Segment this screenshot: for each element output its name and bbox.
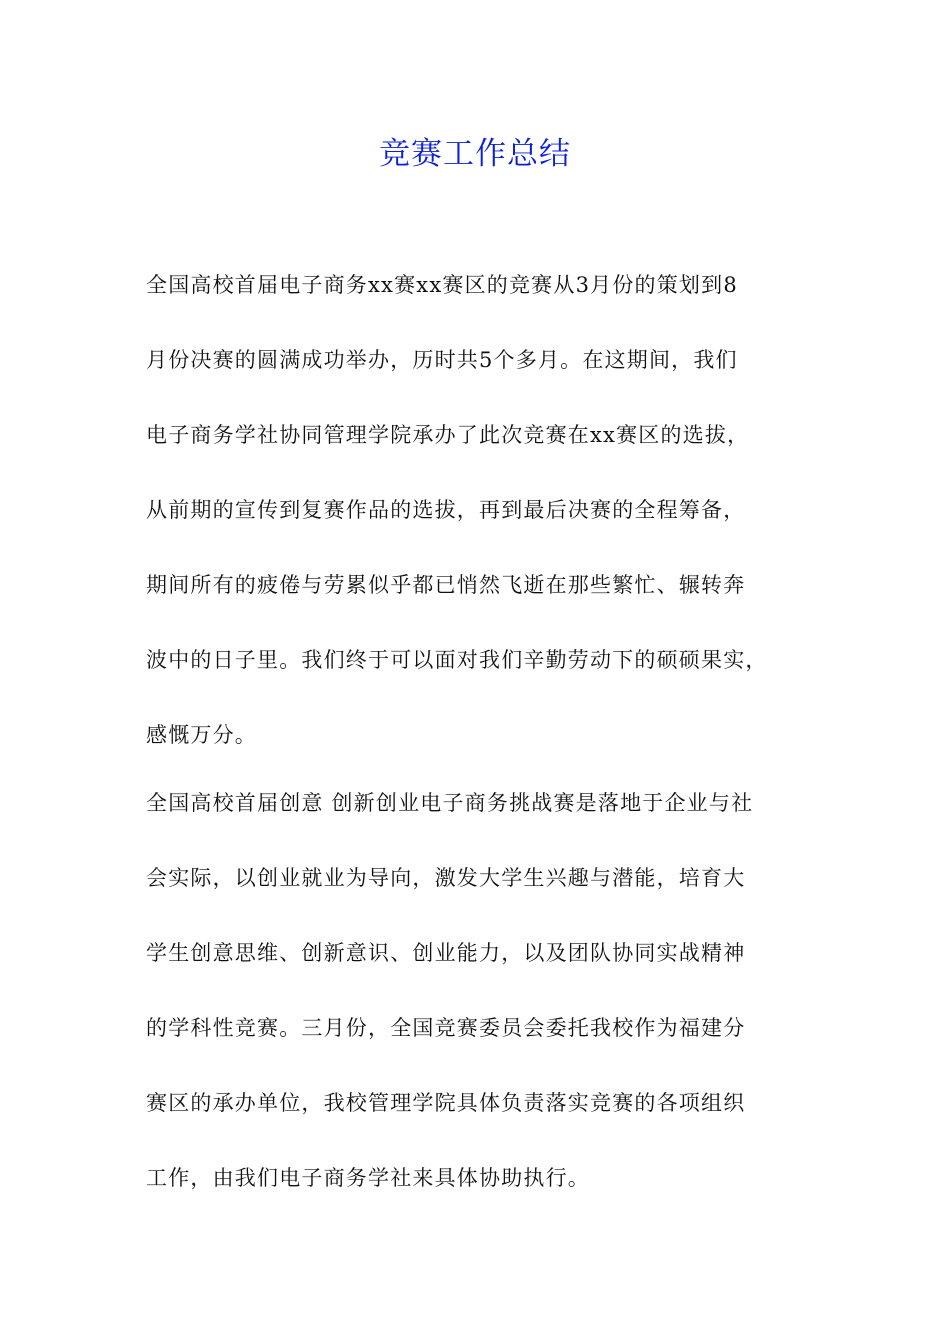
text-line: 全国高校首届创意 创新创业电子商务挑战赛是落地于企业与社 — [146, 791, 754, 815]
paragraph-1 — [146, 262, 806, 780]
text-line: 月份决赛的圆满成功举办，历时共5个多月。在这期间，我们 — [146, 348, 738, 372]
text-line: 从前期的宣传到复赛作品的选拔，再到最后决赛的全程筹备， — [146, 498, 746, 522]
text-line: 学生创意思维、创新意识、创业能力，以及团队协同实战精神 — [146, 941, 746, 965]
text-line: 波中的日子里。我们终于可以面对我们辛勤劳动下的硕硕果实， — [146, 648, 768, 672]
text-line: 全国高校首届电子商务xx赛xx赛区的竞赛从3月份的策划到8 — [146, 273, 738, 297]
document-title: 竞赛工作总结 — [379, 136, 571, 172]
text-line: 的学科性竞赛。三月份，全国竞赛委员会委托我校作为福建分 — [146, 1016, 746, 1040]
text-line: 电子商务学社协同管理学院承办了此次竞赛在xx赛区的选拔， — [146, 423, 750, 447]
paragraph-2 — [146, 780, 806, 1230]
text-line: 会实际，以创业就业为导向，激发大学生兴趣与潜能，培育大 — [146, 866, 746, 890]
text-line: 工作，由我们电子商务学社来具体协助执行。 — [146, 1166, 590, 1190]
text-line: 赛区的承办单位，我校管理学院具体负责落实竞赛的各项组织 — [146, 1091, 746, 1115]
document-body — [146, 262, 806, 1230]
text-line: 感慨万分。 — [146, 723, 257, 747]
text-line: 期间所有的疲倦与劳累似乎都已悄然飞逝在那些繁忙、辗转奔 — [146, 573, 746, 597]
